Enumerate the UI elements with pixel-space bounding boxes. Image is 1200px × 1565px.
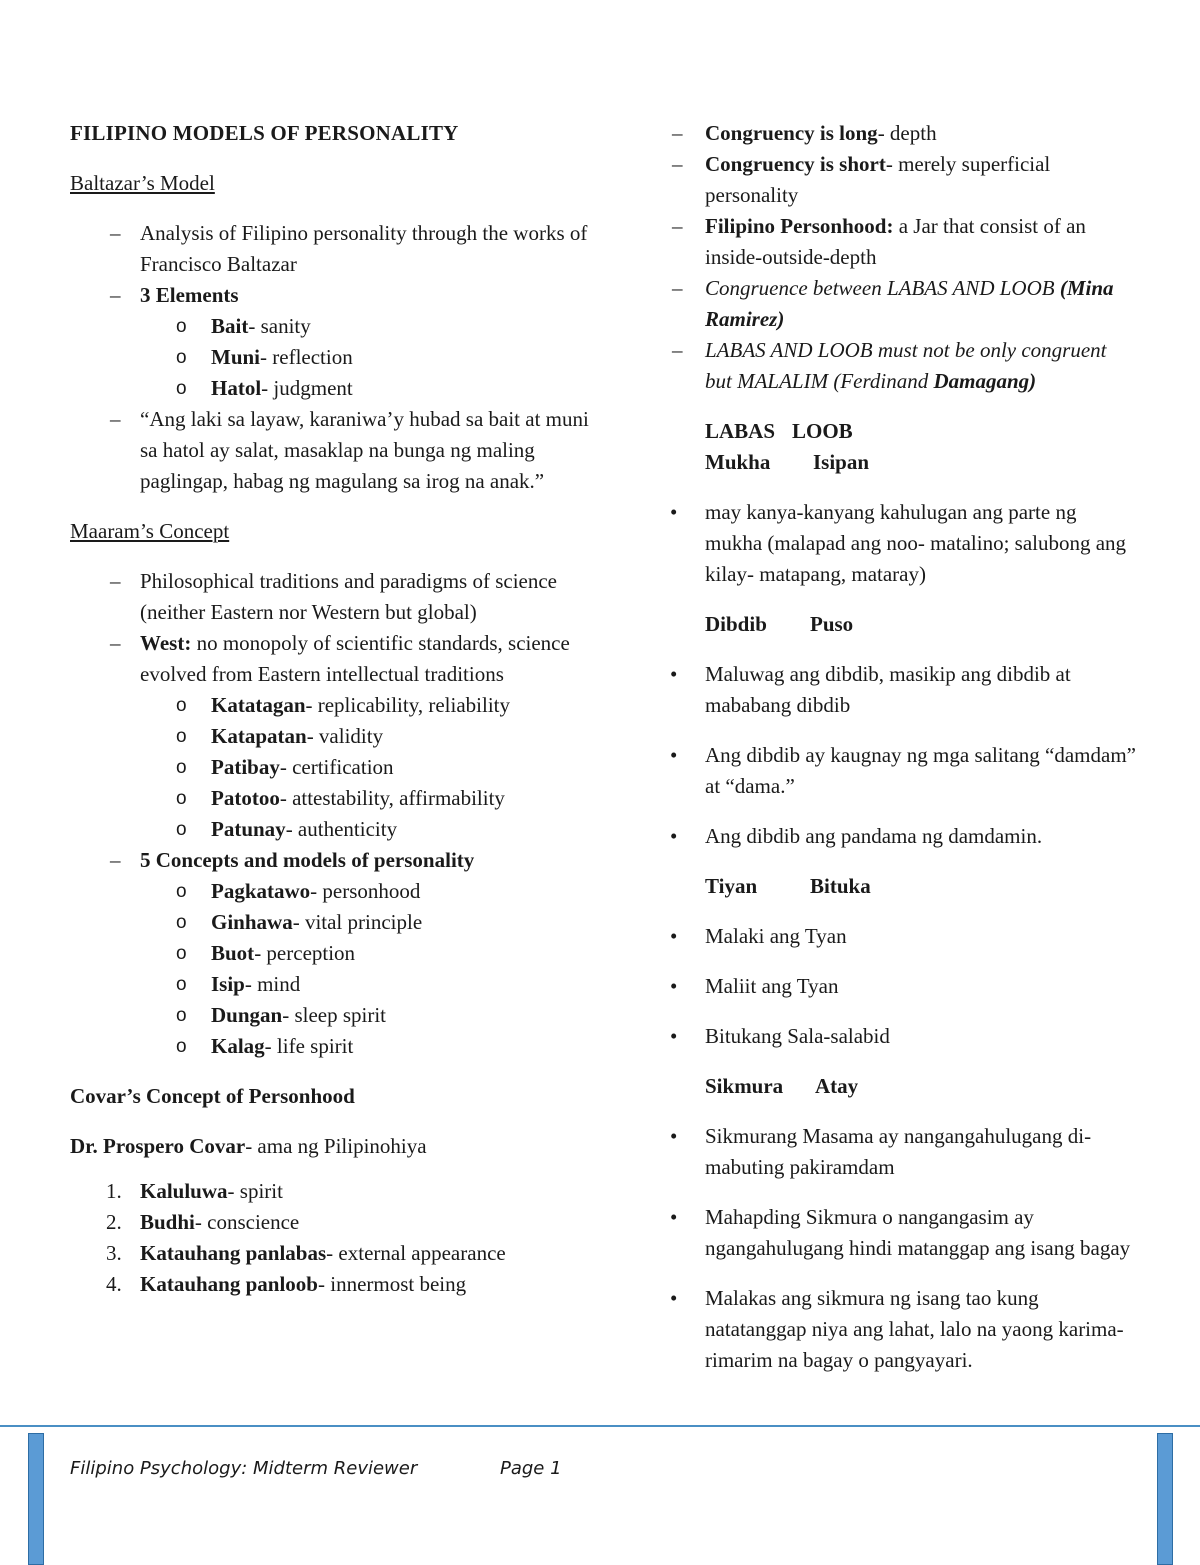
covar-list [70,1176,590,1300]
pair-a: Dibdib [705,612,767,636]
footer-bar-right [1157,1433,1173,1565]
list-item [70,1176,590,1207]
tiyan-bullets [668,921,1138,1052]
covar-heading: Covar’s Concept of Personhood [70,1084,355,1108]
desc: - spirit [227,1179,283,1203]
maaram-heading: Maaram’s Concept [70,519,230,543]
list-item [70,280,590,404]
desc: - perception [254,941,356,965]
term: Kalag [211,1034,265,1058]
list-item [140,373,590,404]
desc: - reflection [260,345,353,369]
term: Hatol [211,376,262,400]
desc: - life spirit [264,1034,354,1058]
congruence-text: Congruence between LABAS AND LOOB [705,276,1060,300]
list-item [668,149,1138,211]
list-item [140,907,590,938]
term: Dungan [211,1003,283,1027]
list-item [140,342,590,373]
term: Filipino Personhood: [705,214,894,238]
list-item [140,690,590,721]
list-item [140,876,590,907]
desc: - external appearance [326,1241,506,1265]
footer-page: Page 1 [500,1458,562,1479]
footer-rule [0,1425,1200,1427]
desc: - validity [306,724,384,748]
pair-b: LOOB [792,419,853,443]
desc: - innermost being [318,1272,467,1296]
term: Bait [211,314,249,338]
pair-dibdib-puso [668,609,1138,640]
term: Kaluluwa [140,1179,228,1203]
elements-label: 3 Elements [140,283,239,307]
list-item [70,628,590,845]
concepts-list [140,876,590,1062]
list-item [140,814,590,845]
maaram-list [70,566,590,1062]
pair-a: Sikmura [705,1074,784,1098]
desc: - certification [279,755,394,779]
term: Katatagan [211,693,306,717]
malalim-author: Damagang) [933,369,1037,393]
list-item [140,783,590,814]
pair-tiyan-bituka [668,871,1138,902]
term: Patotoo [211,786,280,810]
list-item [140,1000,590,1031]
footer-bar-left [28,1433,44,1565]
list-item [70,845,590,1062]
list-item [668,335,1138,397]
left-column [70,118,590,1300]
person-desc: - ama ng Pilipinohiya [245,1134,427,1158]
list-item: – Philosophical traditions and paradigms of science (neither Eastern nor Western but global) [70,566,590,628]
congruency-list [668,118,1138,397]
list-item [140,311,590,342]
desc: - authenticity [285,817,398,841]
sikmura-bullets [668,1121,1138,1376]
west-list [140,690,590,845]
item-number: 3. [106,1241,122,1265]
pair-a: Mukha [705,450,771,474]
desc: - merely superficial personality [705,152,1051,207]
pair-b: Bituka [810,874,871,898]
term: Katapatan [211,724,307,748]
elements-list [140,311,590,404]
list-item: • Malakas ang sikmura ng isang tao kung natatanggap niya ang lahat, lalo na yaong karima-rimarim na bagay o pangyayari. [668,1283,1138,1376]
term: Pagkatawo [211,879,311,903]
pair-b: Puso [810,612,854,636]
list-item [140,938,590,969]
list-item [70,1269,590,1300]
desc: - sleep spirit [282,1003,387,1027]
list-item [70,1207,590,1238]
term: Muni [211,345,261,369]
list-item [140,721,590,752]
term: Buot [211,941,255,965]
list-item: • Maliit ang Tyan [668,971,1138,1002]
desc: - judgment [261,376,353,400]
baltazar-heading: Baltazar’s Model [70,171,215,195]
covar-person [70,1131,590,1162]
page-title: FILIPINO MODELS OF PERSONALITY [70,121,459,145]
list-item [140,752,590,783]
term: Katauhang panloob [140,1272,318,1296]
item-number: 4. [106,1272,122,1296]
term: Ginhawa [211,910,293,934]
list-item [140,969,590,1000]
right-column [668,118,1138,1376]
quote-item: – “Ang laki sa layaw, karaniwa’y hubad sa bait at muni sa hatol ay salat, masaklap na bunga ng maling paglingap, habag ng magulang sa irog na anak.” [70,404,590,497]
desc: - sanity [248,314,311,338]
baltazar-list [70,218,590,497]
list-item [668,273,1138,335]
desc: - conscience [194,1210,300,1234]
west-label: West: [140,631,192,655]
list-item: • Bitukang Sala-salabid [668,1021,1138,1052]
pair-a: LABAS [705,419,776,443]
list-item [70,1238,590,1269]
pair-sikmura-atay [668,1071,1138,1102]
footer-title: Filipino Psychology: Midterm Reviewer [70,1458,418,1479]
item-number: 2. [106,1210,122,1234]
mukha-bullets [668,497,1138,590]
west-text: no monopoly of scientific standards, science evolved from Eastern intellectual traditions [140,631,570,686]
desc: - depth [877,121,937,145]
list-item: • may kanya-kanyang kahulugan ang parte ng mukha (malapad ang noo- matalino; salubong ang kilay- matapang, mataray) [668,497,1138,590]
term: Patunay [211,817,286,841]
list-item: • Mahapding Sikmura o nangangasim ay ngangahulugang hindi matanggap ang isang bagay [668,1202,1138,1264]
list-item [140,1031,590,1062]
list-item [668,211,1138,273]
desc: - replicability, reliability [305,693,510,717]
term: Congruency is long [705,121,878,145]
person-name: Dr. Prospero Covar [70,1134,246,1158]
pair-b: Atay [815,1074,859,1098]
list-item: • Ang dibdib ay kaugnay ng mga salitang “damdam” at “dama.” [668,740,1138,802]
congruence-author: (Mina Ramirez) [705,276,1114,331]
list-item: • Ang dibdib ang pandama ng damdamin. [668,821,1138,852]
desc: - mind [244,972,301,996]
list-item: – Analysis of Filipino personality through the works of Francisco Baltazar [70,218,590,280]
list-item: • Maluwag ang dibdib, masikip ang dibdib at mababang dibdib [668,659,1138,721]
desc: a Jar that consist of an inside-outside-depth [705,214,1086,269]
desc: - personhood [310,879,421,903]
term: Budhi [140,1210,195,1234]
concepts-label: 5 Concepts and models of personality [140,848,475,872]
term: Patibay [211,755,280,779]
term: Katauhang panlabas [140,1241,327,1265]
term: Congruency is short [705,152,886,176]
list-item: • Sikmurang Masama ay nangangahulugang di-mabuting pakiramdam [668,1121,1138,1183]
item-number: 1. [106,1179,122,1203]
pair-mukha-isipan [668,447,1138,478]
pair-labas-loob [668,416,1138,447]
malalim-text: LABAS AND LOOB must not be only congruent but MALALIM (Ferdinand [705,338,1107,393]
dibdib-bullets [668,659,1138,852]
desc: - attestability, affirmability [279,786,505,810]
desc: - vital principle [292,910,423,934]
list-item [668,118,1138,149]
pair-a: Tiyan [705,874,758,898]
list-item: • Malaki ang Tyan [668,921,1138,952]
pair-b: Isipan [813,450,870,474]
term: Isip [211,972,245,996]
